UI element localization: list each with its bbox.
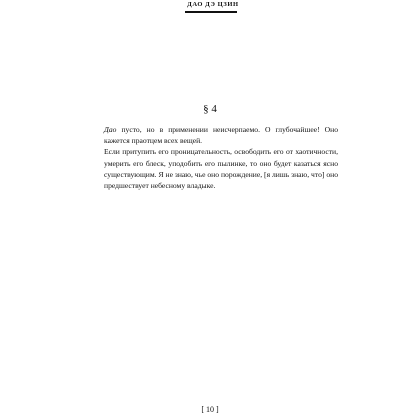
section-heading: § 4 (203, 103, 217, 115)
running-title: ДАО ДЭ ЦЗИН (187, 1, 239, 8)
paragraph-1-text: пусто, но в применении неисчерпаемо. О глубочайшее! Оно кажется праотцем всех вещей. (104, 125, 338, 146)
paragraph-2 (104, 146, 338, 191)
italic-term-dao: Дао (104, 125, 117, 134)
paragraph-2-text: Если притупить его проницательность, освободить его от хаотичности, умерить его блеск, уподобить его пылинке, то оно будет казаться ясно существующим. Я не знаю, чье оно порождение, [я лишь знаю, что] оно предшествует небесному владыке. (104, 147, 338, 191)
page-number: [ 10 ] (201, 405, 219, 414)
header-rule (185, 11, 237, 13)
paragraph-1 (104, 124, 338, 146)
body-text (104, 124, 338, 191)
